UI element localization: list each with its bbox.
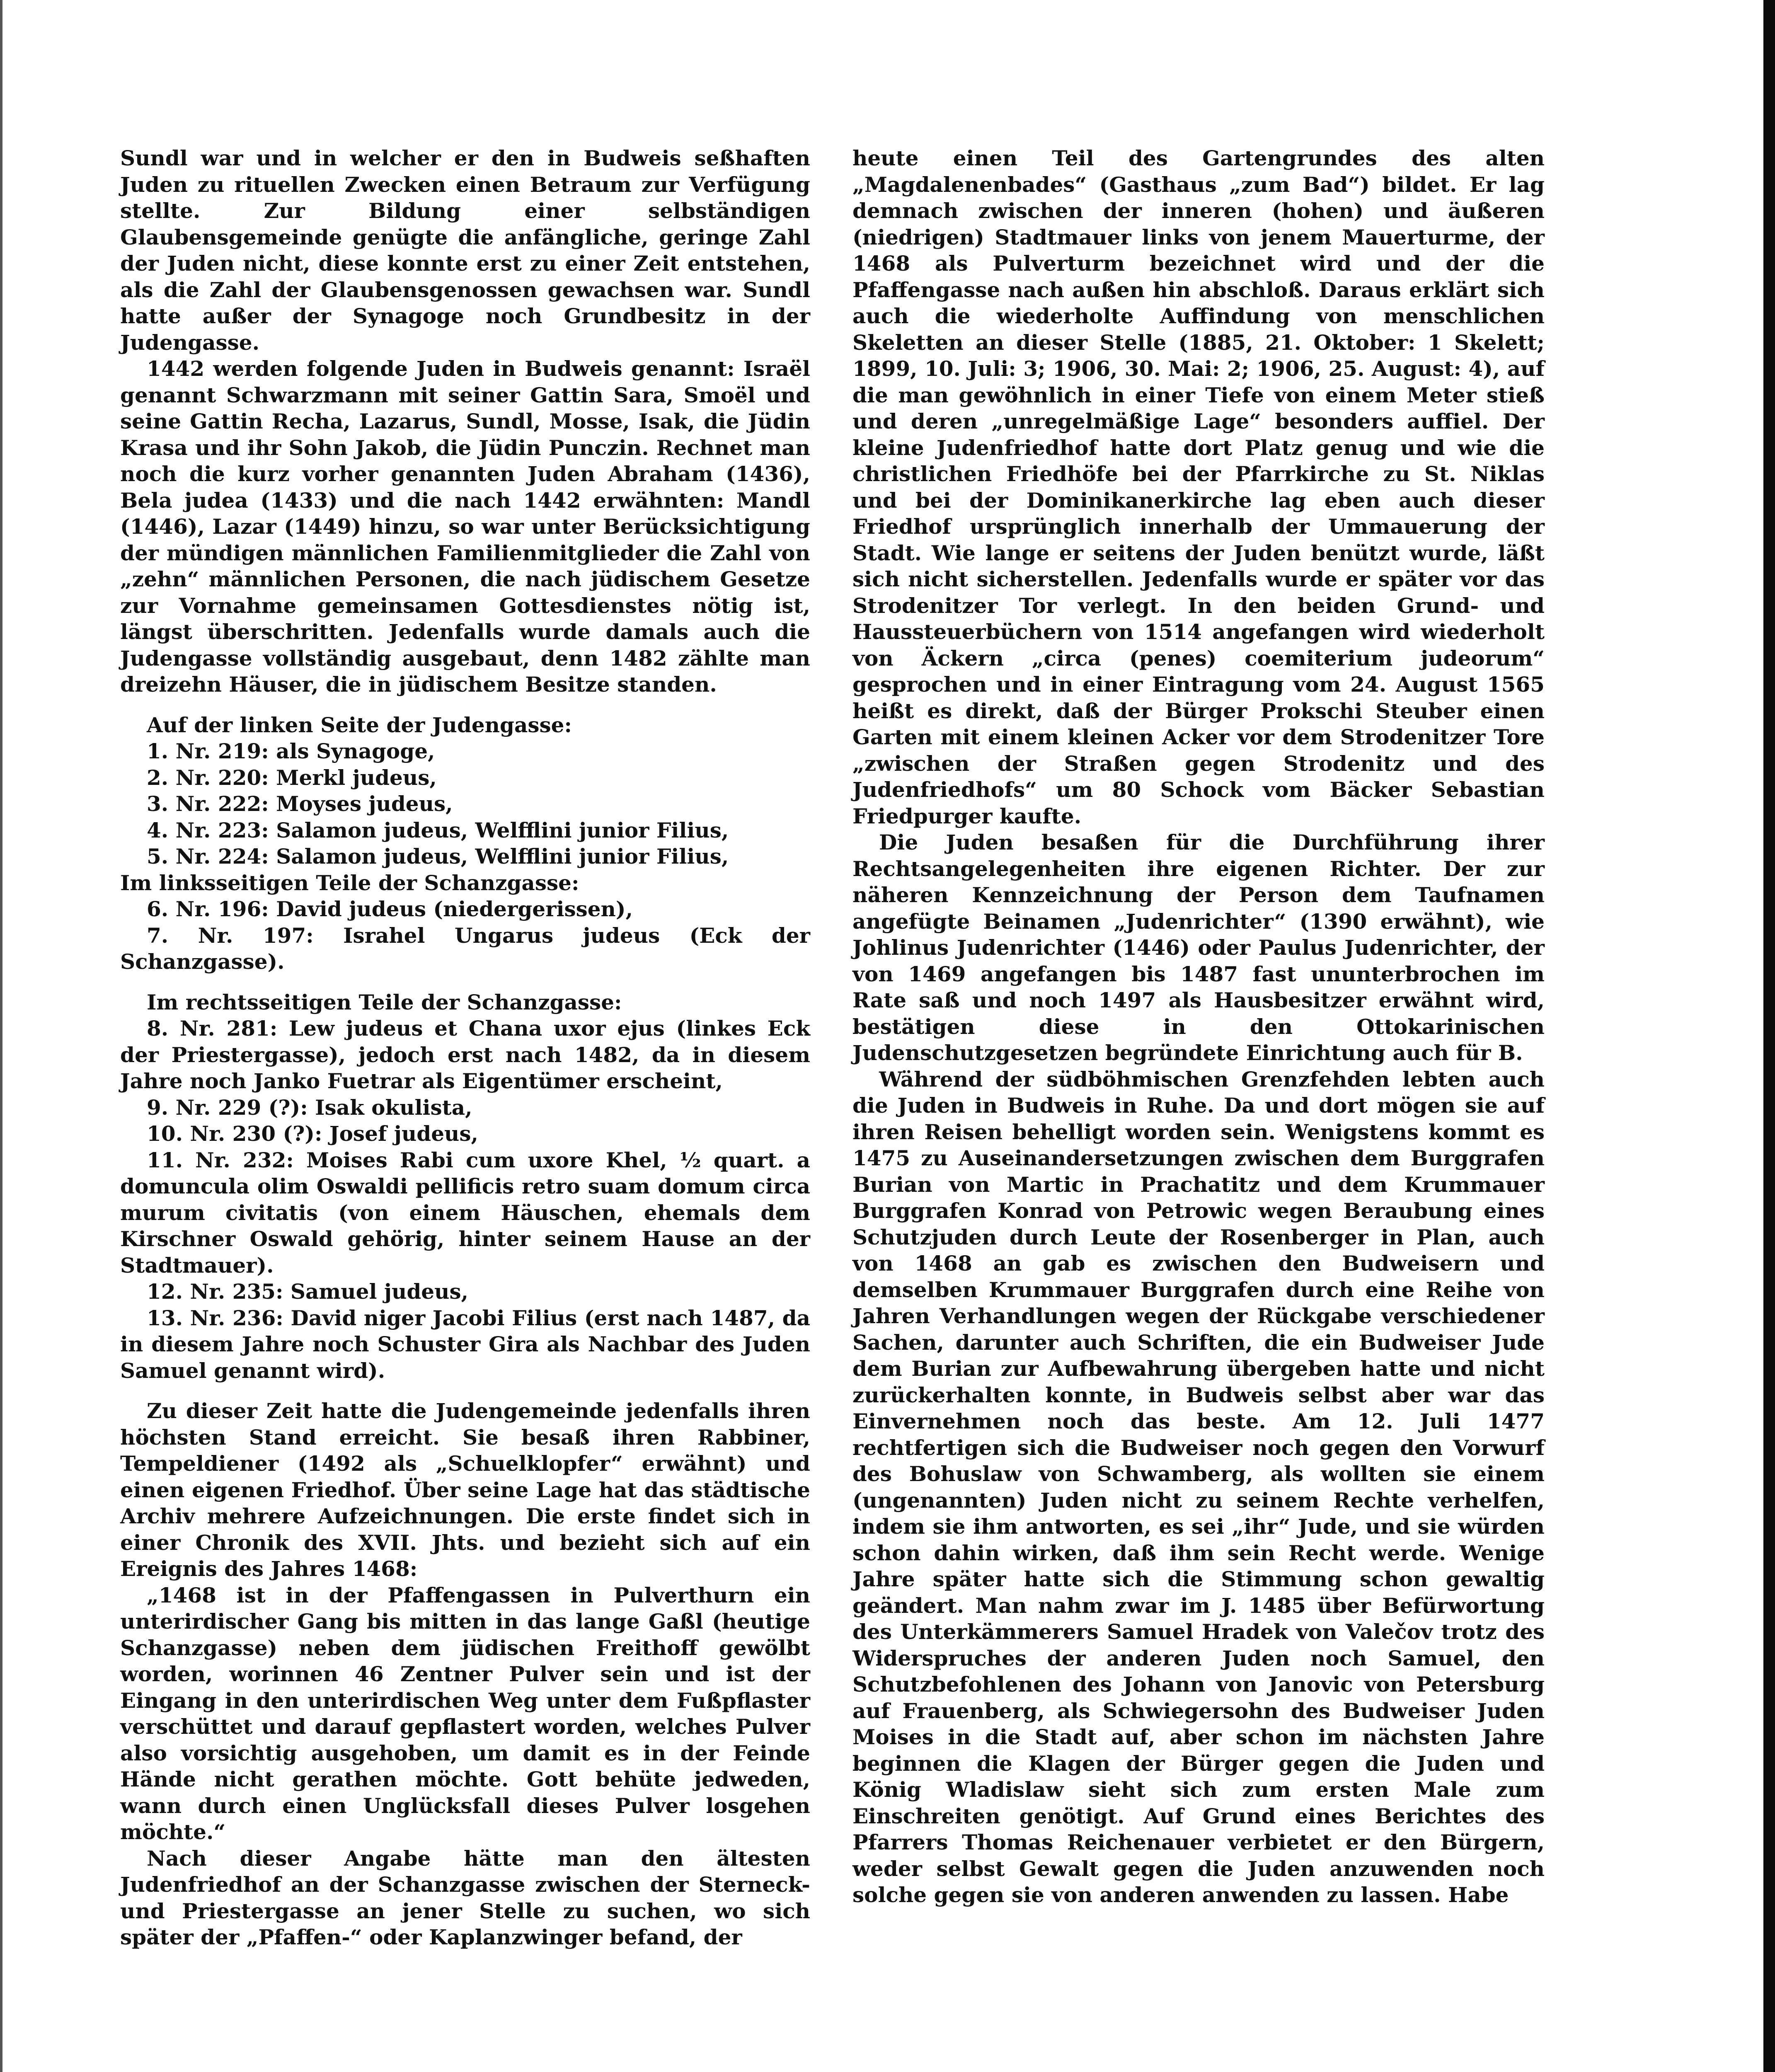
house-list-schanzgasse-right <box>120 1015 810 1384</box>
list-heading: Im rechtsseitigen Teile der Schanzgasse: <box>147 990 622 1014</box>
house-list-schanzgasse-left <box>120 896 810 975</box>
list-item: 6. Nr. 196: David judeus (niedergerissen), <box>147 897 633 921</box>
paragraph: Sundl war und in welcher er den in Budweis seßhaften Juden zu rituellen Zwecken einen Betraum zur Verfügung stellte. Zur Bildung einer selbständigen Glaubensgemeinde genügte die anfängliche, geringe Zahl der Juden nicht, diese konnte erst zu einer Zeit entstehen, als die Zahl der Glaubensgenossen gewachsen war. Sundl hatte außer der Synagoge noch Grundbesitz in der Judengasse. <box>120 146 810 355</box>
scan-edge-right <box>1763 0 1775 2072</box>
list-item: 4. Nr. 223: Salamon judeus, Welfflini junior Filius, <box>147 818 729 842</box>
list-heading: Auf der linken Seite der Judengasse: <box>147 712 572 737</box>
paragraph: Während der südböhmischen Grenzfehden lebten auch die Juden in Budweis in Ruhe. Da und dort mögen sie auf ihren Reisen behelligt worden sein. Wenigstens kommt es 1475 zu Auseinandersetzungen zwischen dem Burggrafen Burian von Martic in Prachatitz und dem Krummauer Burggrafen Konrad von Petrowic wegen Beraubung eines Schutzjuden durch Leute der Rosenberger in Plan, auch von 1468 an gab es zwischen den Budweisern und demselben Krummauer Burggrafen durch eine Reihe von Jahren Verhandlungen wegen der Rückgabe verschiedener Sachen, darunter auch Schriften, die ein Budweiser Jude dem Burian zur Aufbewahrung übergeben hatte und nicht zurückerhalten konnte, in Budweis selbst aber war das Einvernehmen noch das beste. Am 12. Juli 1477 rechtfertigen sich die Budweiser noch gegen den Vorwurf des Bohuslaw von Schwamberg, als wollten sie einem (ungenannten) Juden nicht zu seinem Rechte verhelfen, indem sie ihm antworten, es sei „ihr“ Jude, und sie würden schon dahin wirken, daß ihm sein Recht werde. Wenige Jahre später hatte sich die Stimmung schon gewaltig geändert. Man nahm zwar im J. 1485 über Befürwortung des Unterkämmerers Samuel Hradek von Valečov trotz des Widerspruches der anderen Juden noch Samuel, den Schutzbefohlenen des Johann von Janovic von Petersburg auf Frauenberg, als Schwiegersohn des Budweiser Juden Moises in die Stadt auf, aber schon im nächsten Jahre beginnen die Klagen der Bürger gegen die Juden und König Wladislaw sieht sich zum ersten Male zum Einschreiten genötigt. Auf Grund eines Berichtes des Pfarrers Thomas Reichenauer verbietet er den Bürgern, weder selbst Gewalt gegen die Juden anzuwenden noch solche gegen sie von anderen anwenden zu lassen. Habe <box>852 1067 1545 1907</box>
right-column <box>852 145 1545 1908</box>
paragraph: Die Juden besaßen für die Durchführung ihrer Rechtsangelegenheiten ihre eigenen Richter. Der zur näheren Kennzeichnung der Person dem Taufnamen angefügte Beinamen „Judenrichter“ (1390 erwähnt), wie Johlinus Judenrichter (1446) oder Paulus Judenrichter, der von 1469 angefangen bis 1487 fast ununterbrochen im Rate saß und noch 1497 als Hausbesitzer erwähnt wird, bestätigen diese in den Ottokarinischen Judenschutzgesetzen begründete Einrichtung auch für B. <box>852 830 1545 1065</box>
left-column <box>120 145 810 1951</box>
paragraph: Zu dieser Zeit hatte die Judengemeinde jedenfalls ihren höchsten Stand erreicht. Sie besaß ihren Rabbiner, Tempeldiener (1492 als „Schuelklopfer“ erwähnt) und einen eigenen Friedhof. Über seine Lage hat das städtische Archiv mehrere Aufzeichnungen. Die erste findet sich in einer Chronik des XVII. Jhts. und bezieht sich auf ein Ereignis des Jahres 1468: <box>120 1399 810 1581</box>
paragraph: Nach dieser Angabe hätte man den ältesten Judenfriedhof an der Schanzgasse zwischen der Sterneck- und Priestergasse an jener Stelle zu suchen, wo sich später der „Pfaffen-“ oder Kaplanzwinger befand, der <box>120 1846 810 1949</box>
list-item: 3. Nr. 222: Moyses judeus, <box>147 792 453 816</box>
list-item: 2. Nr. 220: Merkl judeus, <box>147 765 437 790</box>
list-item: 12. Nr. 235: Samuel judeus, <box>147 1279 469 1304</box>
paragraph: heute einen Teil des Gartengrundes des alten „Magdalenenbades“ (Gasthaus „zum Bad“) bildet. Er lag demnach zwischen der inneren (hohen) und äußeren (niedrigen) Stadtmauer links von jenem Mauerturme, der 1468 als Pulverturm bezeichnet wird und der die Pfaffengasse nach außen hin abschloß. Daraus erklärt sich auch die wiederholte Auffindung von menschlichen Skeletten an dieser Stelle (1885, 21. Oktober: 1 Skelett; 1899, 10. Juli: 3; 1906, 30. Mai: 2; 1906, 25. August: 4), auf die man gewöhnlich in einer Tiefe von einem Meter stieß und deren „unregelmäßige Lage“ besonders auffiel. Der kleine Judenfriedhof hatte dort Platz genug und wie die christlichen Friedhöfe bei der Pfarrkirche zu St. Niklas und bei der Dominikanerkirche lag eben auch dieser Friedhof ursprünglich innerhalb der Ummauerung der Stadt. Wie lange er seitens der Juden benützt wurde, läßt sich nicht sicherstellen. Jedenfalls wurde er später vor das Strodenitzer Tor verlegt. In den beiden Grund- und Haussteuerbüchern von 1514 angefangen wird wiederholt von Äckern „circa (penes) coemiterium judeorum“ gesprochen und in einer Eintragung vom 24. August 1565 heißt es direkt, daß der Bürger Prokschi Steuber einen Garten mit einem kleinen Acker vor dem Strodenitzer Tore „zwischen der Straßen gegen Strodenitz und des Judenfriedhofs“ um 80 Schock vom Bäcker Sebastian Friedpurger kaufte. <box>852 146 1545 828</box>
house-list-left-side <box>120 738 810 870</box>
list-item: 11. Nr. 232: Moises Rabi cum uxore Khel, ½ quart. a domuncula olim Oswaldi pellificis retro suam domum circa murum civitatis (von einem Häuschen, ehemals dem Kirschner Oswald gehörig, hinter seinem Hause an der Stadtmauer). <box>120 1147 810 1278</box>
list-heading: Im linksseitigen Teile der Schanzgasse: <box>120 870 579 895</box>
list-item: 1. Nr. 219: als Synagoge, <box>147 739 435 763</box>
list-item: 7. Nr. 197: Israhel Ungarus judeus (Eck der Schanzgasse). <box>120 923 810 974</box>
list-item: 5. Nr. 224: Salamon judeus, Welfflini junior Filius, <box>147 844 729 869</box>
list-item: 10. Nr. 230 (?): Josef judeus, <box>147 1121 478 1146</box>
paragraph: 1442 werden folgende Juden in Budweis genannt: Israël genannt Schwarzmann mit seiner Gattin Sara, Smoël und seine Gattin Recha, Lazarus, Sundl, Mosse, Isak, die Jüdin Krasa und ihr Sohn Jakob, die Jüdin Punczin. Rechnet man noch die kurz vorher genannten Juden Abraham (1436), Bela judea (1433) und die nach 1442 erwähnten: Mandl (1446), Lazar (1449) hinzu, so war unter Berücksichtigung der mündigen männlichen Familienmitglieder die Zahl von „zehn“ männlichen Personen, die nach jüdischem Gesetze zur Vornahme gemeinsamen Gottesdienstes nötig ist, längst überschritten. Jedenfalls wurde damals auch die Judengasse vollständig ausgebaut, denn 1482 zählte man dreizehn Häuser, die in jüdischem Besitze standen. <box>120 356 810 697</box>
scan-edge-left <box>0 0 2 2072</box>
list-item: 9. Nr. 229 (?): Isak okulista, <box>147 1095 472 1120</box>
list-item: 13. Nr. 236: David niger Jacobi Filius (erst nach 1487, da in diesem Jahre noch Schuster Gira als Nachbar des Juden Samuel genannt wird). <box>120 1305 810 1383</box>
list-item: 8. Nr. 281: Lew judeus et Chana uxor ejus (linkes Eck der Priestergasse), jedoch erst nach 1482, da in diesem Jahre noch Janko Fuetrar als Eigentümer erscheint, <box>120 1016 810 1093</box>
chronicle-quote: „1468 ist in der Pfaffengassen in Pulverthurn ein unterirdischer Gang bis mitten in das lange Gaßl (heutige Schanzgasse) neben dem jüdischen Freithoff gewölbt worden, worinnen 46 Zentner Pulver sein und ist der Eingang in den unterirdischen Weg unter dem Fußpflaster verschüttet und darauf gepflastert worden, welches Pulver also vorsichtig ausgehoben, um damit es in der Feinde Hände nicht gerathen möchte. Gott behüte jedweden, wann durch einen Unglücksfall dieses Pulver losgehen möchte.“ <box>120 1583 810 1844</box>
